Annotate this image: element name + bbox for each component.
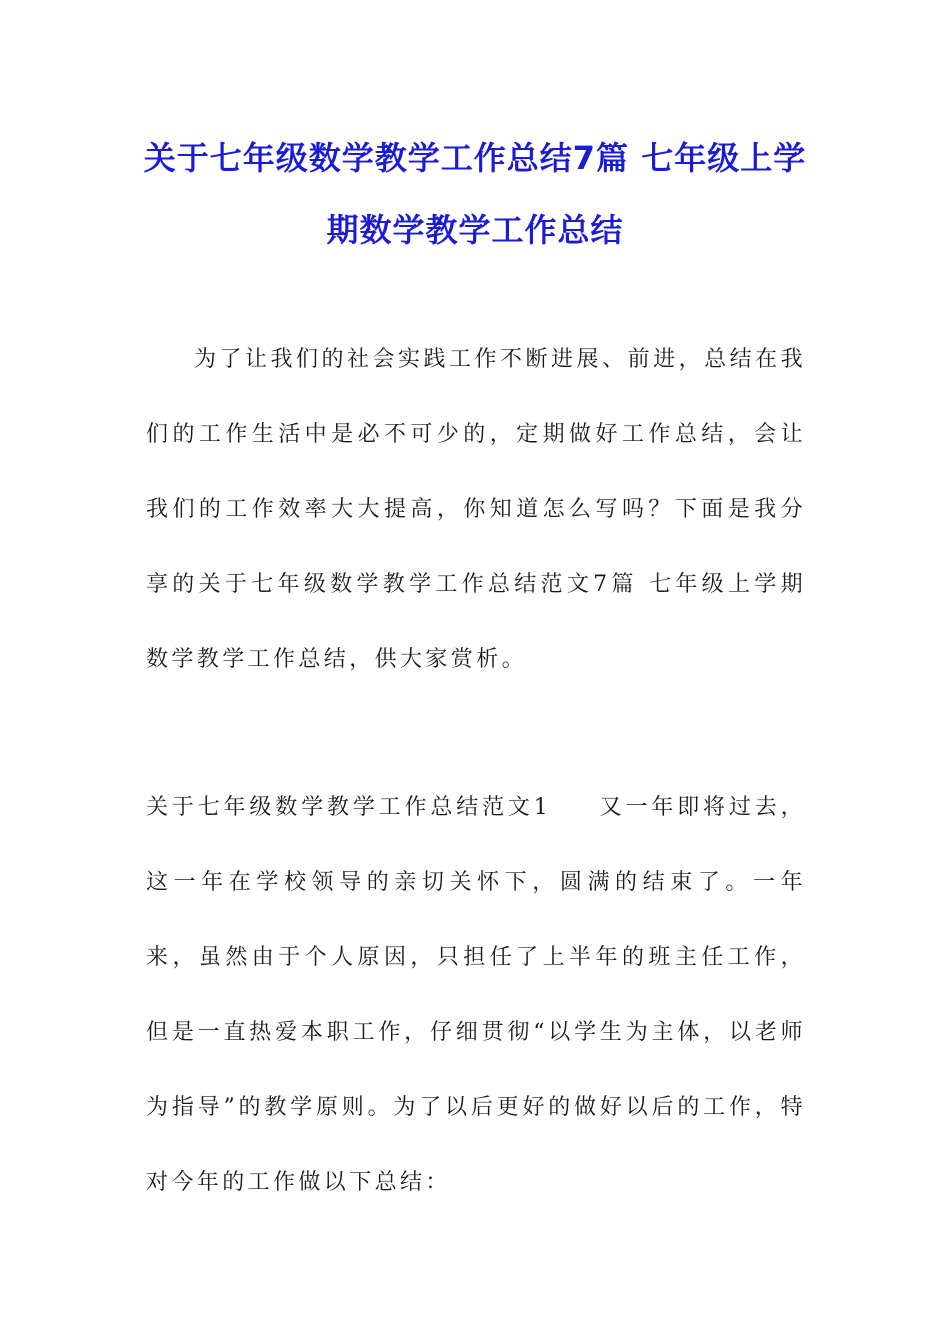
section-paragraph: [146, 770, 806, 1220]
intro-paragraph: 为了让我们的社会实践工作不断进展、前进，总结在我们的工作生活中是必不可少的，定期做好工作总结，会让我们的工作效率大大提高，你知道怎么写吗？下面是我分享的关于七年级数学教学工作总结范文7篇 七年级上学期数学教学工作总结，供大家赏析。: [146, 347, 806, 672]
section-body: 又一年即将过去，这一年在学校领导的亲切关怀下，圆满的结束了。一年来，虽然由于个人原因，只担任了上半年的班主任工作，但是一直热爱本职工作，仔细贯彻“以学生为主体，以老师为指导”的教学原则。为了以后更好的做好以后的工作，特对今年的工作做以下总结：: [146, 795, 807, 1195]
section-heading: 关于七年级数学教学工作总结范文1: [146, 795, 552, 820]
document-title: 关于七年级数学教学工作总结7篇 七年级上学期数学教学工作总结: [143, 139, 807, 249]
